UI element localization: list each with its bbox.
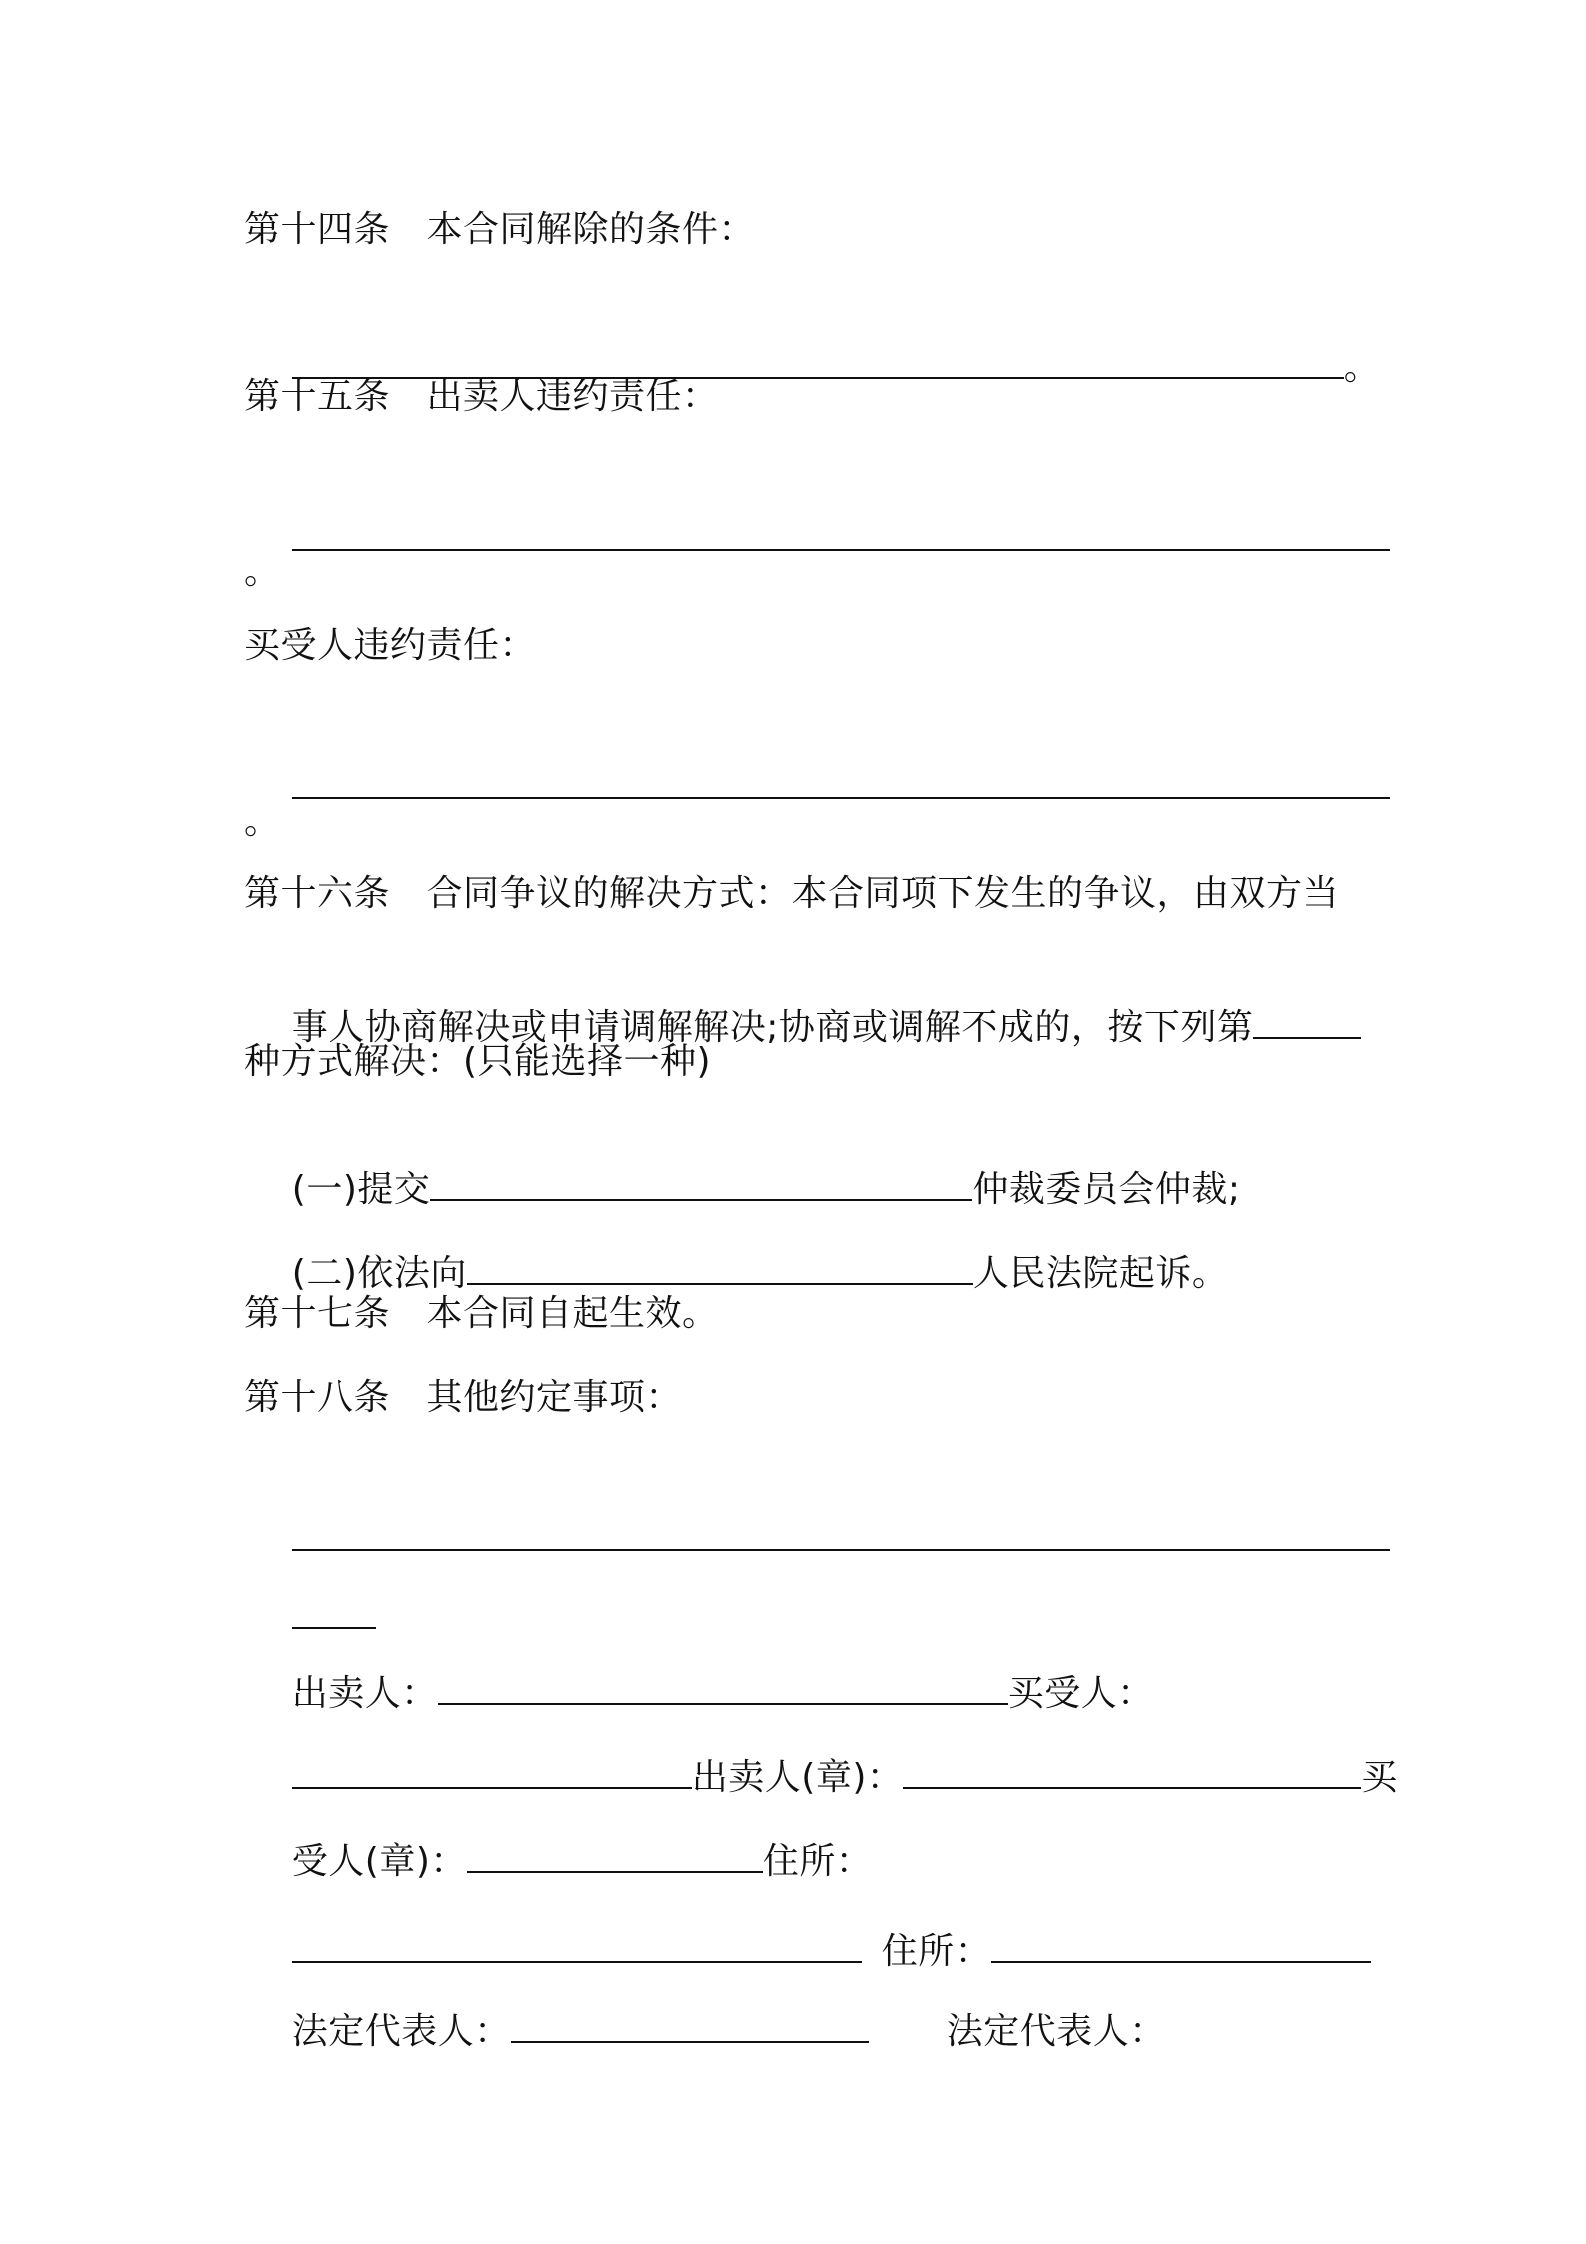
article-16-line-1: 第十六条 合同争议的解决方式：本合同项下发生的争议，由双方当 xyxy=(244,873,1340,914)
buyer-field[interactable] xyxy=(292,1757,692,1789)
option-2-prefix: (二)依法向 xyxy=(291,1253,467,1294)
buyer-breach-period: 。 xyxy=(244,801,281,842)
article-18-heading: 第十八条 其他约定事项： xyxy=(244,1377,683,1418)
article-15-heading: 第十五条 出卖人违约责任： xyxy=(244,376,719,417)
buyer-breach-heading: 买受人违约责任： xyxy=(244,625,537,666)
article-18-blank-line xyxy=(244,1474,1390,1606)
buyer-address-label: 住所： xyxy=(881,1931,992,1972)
buyer-breach-fill-field[interactable] xyxy=(292,767,1390,799)
buyer-seal-label-start: 买 xyxy=(1361,1757,1398,1798)
article-14-heading: 第十四条 本合同解除的条件： xyxy=(244,209,756,250)
seller-field[interactable] xyxy=(438,1673,1008,1705)
seller-seal-field[interactable] xyxy=(903,1757,1361,1789)
court-field[interactable] xyxy=(467,1253,973,1285)
buyer-seal-field[interactable] xyxy=(467,1841,763,1873)
article-16-text: 事人协商解决或申请调解解决;协商或调解不成的，按下列第 xyxy=(291,1007,1254,1048)
article-18-fill-field-2[interactable] xyxy=(292,1597,376,1629)
buyer-breach-blank-line xyxy=(244,722,1390,854)
buyer-label: 买受人： xyxy=(1007,1673,1154,1714)
article-15-blank-line xyxy=(244,474,1390,606)
article-15-period: 。 xyxy=(244,551,281,592)
article-15-fill-field[interactable] xyxy=(292,519,1390,551)
seller-legal-rep-label: 法定代表人： xyxy=(291,2011,511,2052)
article-16-line-3: 种方式解决：(只能选择一种) xyxy=(244,1041,712,1082)
article-17: 第十七条 本合同自起生效。 xyxy=(244,1293,719,1334)
article-14-period: 。 xyxy=(1343,347,1381,388)
article-18-fill-field[interactable] xyxy=(292,1519,1390,1551)
option-2-suffix: 人民法院起诉。 xyxy=(972,1253,1229,1294)
buyer-seal-label-end: 受人(章)： xyxy=(291,1841,467,1882)
article-16-method-number-field[interactable] xyxy=(1253,1007,1361,1039)
option-1-prefix: (一)提交 xyxy=(291,1169,431,1210)
signature-line-5 xyxy=(244,1966,1166,2098)
seller-label: 出卖人： xyxy=(291,1673,438,1714)
buyer-legal-rep-label: 法定代表人： xyxy=(946,2011,1166,2052)
seller-address-field[interactable] xyxy=(292,1931,862,1963)
seller-legal-rep-field[interactable] xyxy=(511,2011,869,2043)
option-1-suffix: 仲裁委员会仲裁; xyxy=(972,1169,1241,1210)
seller-seal-label: 出卖人(章)： xyxy=(691,1757,904,1798)
buyer-address-field[interactable] xyxy=(991,1931,1371,1963)
arbitration-commission-field[interactable] xyxy=(430,1169,972,1201)
seller-address-label: 住所： xyxy=(762,1841,873,1882)
